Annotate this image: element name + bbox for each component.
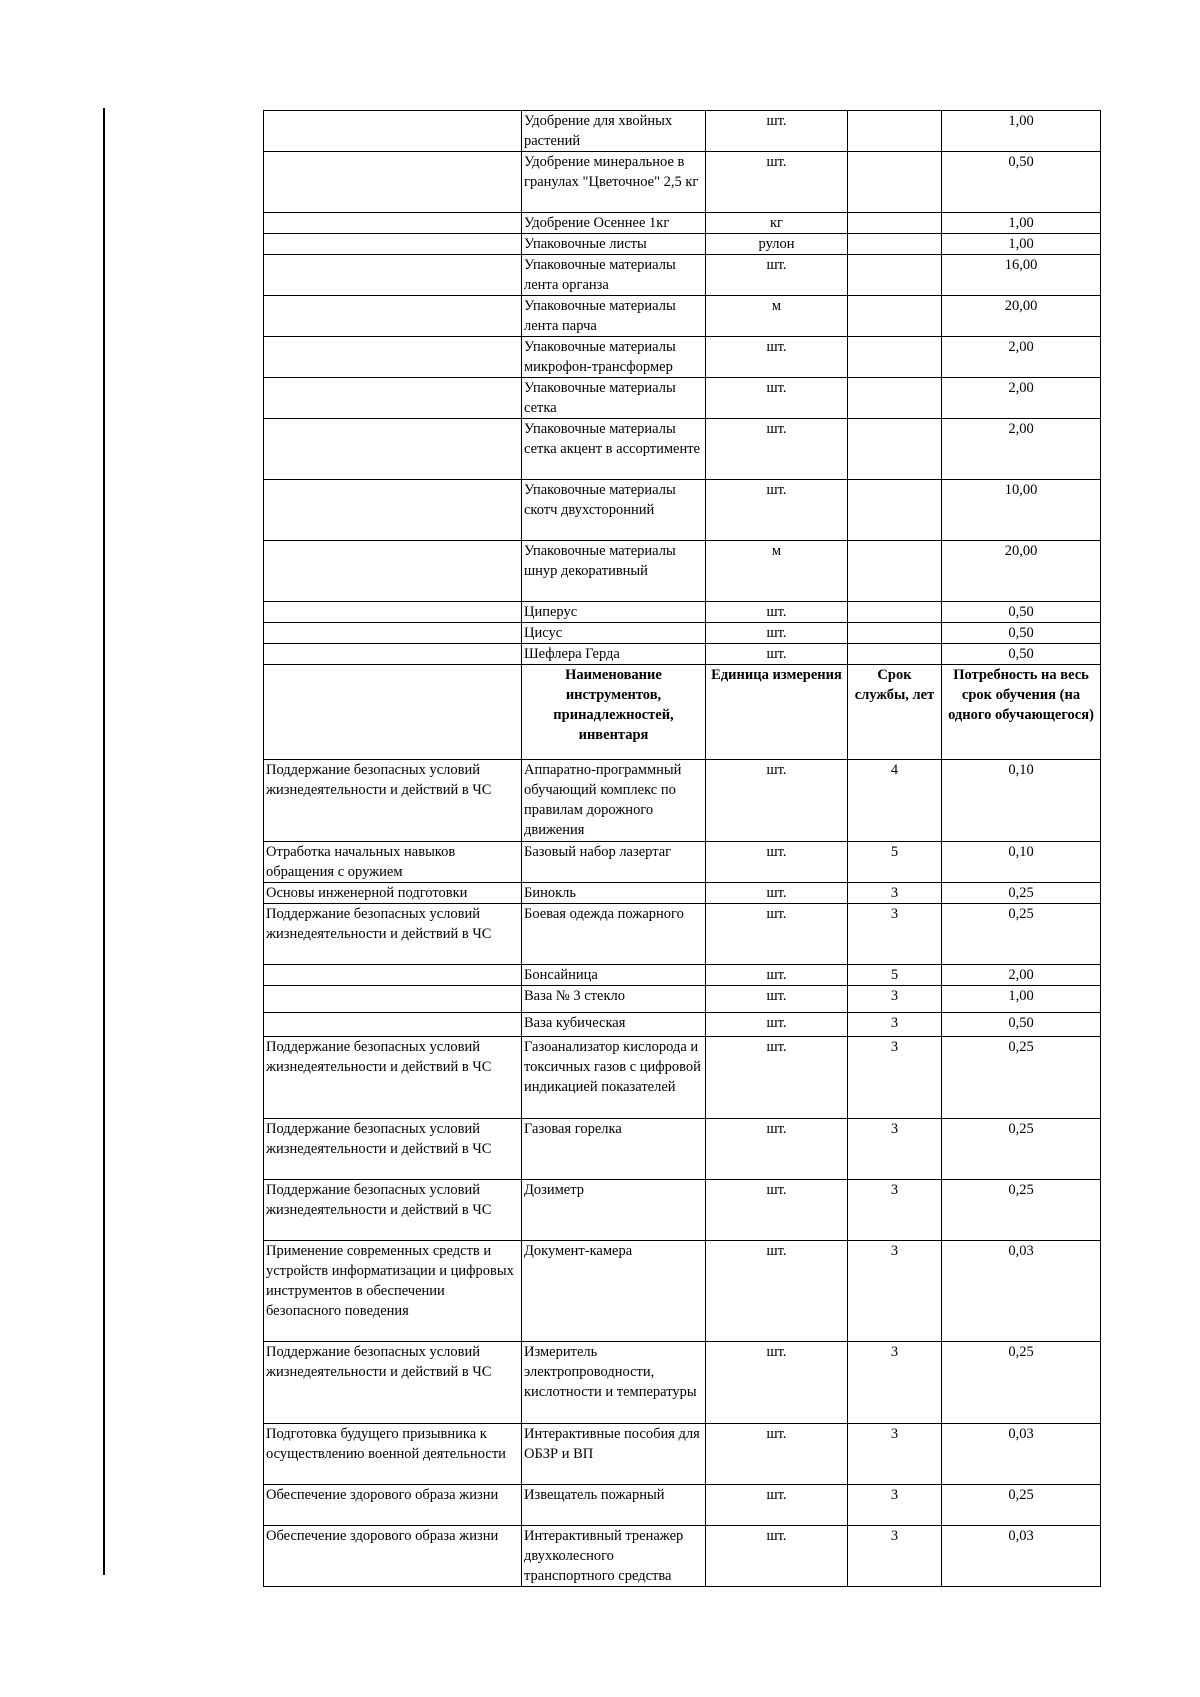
table-row	[264, 602, 1101, 623]
item-unit: рулон	[706, 234, 848, 255]
table-row	[264, 152, 1101, 213]
item-unit: шт.	[706, 1485, 848, 1526]
table-row	[264, 1342, 1101, 1424]
item-name: Базовый набор лазертаг	[522, 842, 706, 883]
section-cell	[264, 602, 522, 623]
item-qty: 0,25	[942, 1485, 1101, 1526]
item-unit: шт.	[706, 842, 848, 883]
section-cell	[264, 213, 522, 234]
section-cell	[264, 255, 522, 296]
item-unit: шт.	[706, 378, 848, 419]
item-life	[848, 541, 942, 602]
item-life: 3	[848, 1342, 942, 1424]
item-qty: 0,10	[942, 760, 1101, 842]
item-life	[848, 111, 942, 152]
item-life: 3	[848, 1180, 942, 1241]
item-life	[848, 378, 942, 419]
item-qty: 0,50	[942, 1013, 1101, 1037]
table-row	[264, 986, 1101, 1013]
item-name: Газовая горелка	[522, 1119, 706, 1180]
table-row	[264, 111, 1101, 152]
section-cell	[264, 623, 522, 644]
table-row	[264, 480, 1101, 541]
item-unit: шт.	[706, 986, 848, 1013]
item-unit: шт.	[706, 1424, 848, 1485]
table-row	[264, 255, 1101, 296]
section-cell	[264, 337, 522, 378]
item-life	[848, 602, 942, 623]
item-unit: м	[706, 296, 848, 337]
item-name: Шефлера Герда	[522, 644, 706, 665]
item-unit: шт.	[706, 904, 848, 965]
item-unit: шт.	[706, 1241, 848, 1342]
item-life: 3	[848, 1241, 942, 1342]
table-row	[264, 760, 1101, 842]
item-unit: шт.	[706, 883, 848, 904]
table-row	[264, 1180, 1101, 1241]
item-name: Извещатель пожарный	[522, 1485, 706, 1526]
item-qty: 0,50	[942, 644, 1101, 665]
item-name: Измеритель электропроводности, кислотности и температуры	[522, 1342, 706, 1424]
item-qty: 1,00	[942, 213, 1101, 234]
table-row	[264, 1119, 1101, 1180]
item-life: 3	[848, 1037, 942, 1119]
item-unit: шт.	[706, 419, 848, 480]
item-unit: шт.	[706, 644, 848, 665]
table-row	[264, 213, 1101, 234]
item-life	[848, 234, 942, 255]
item-name: Циперус	[522, 602, 706, 623]
section-name: Основы инженерной подготовки	[264, 883, 522, 904]
item-life	[848, 152, 942, 213]
item-qty: 16,00	[942, 255, 1101, 296]
header-row	[264, 665, 1101, 760]
section-cell	[264, 541, 522, 602]
item-unit: шт.	[706, 623, 848, 644]
page-margin-line	[103, 108, 105, 1575]
header-life: Срок службы, лет	[848, 665, 942, 760]
item-life	[848, 644, 942, 665]
table-row	[264, 337, 1101, 378]
item-qty: 0,25	[942, 1342, 1101, 1424]
item-unit: шт.	[706, 760, 848, 842]
section-cell	[264, 234, 522, 255]
item-qty: 1,00	[942, 234, 1101, 255]
materials-rows	[264, 111, 1101, 665]
item-unit: шт.	[706, 1526, 848, 1587]
item-life: 3	[848, 1013, 942, 1037]
section-cell	[264, 644, 522, 665]
item-qty: 0,50	[942, 602, 1101, 623]
item-qty: 0,03	[942, 1241, 1101, 1342]
item-name: Удобрение минеральное в гранулах "Цветочное" 2,5 кг	[522, 152, 706, 213]
item-unit: шт.	[706, 152, 848, 213]
item-name: Ваза № 3 стекло	[522, 986, 706, 1013]
item-unit: шт.	[706, 602, 848, 623]
item-life: 4	[848, 760, 942, 842]
item-name: Цисус	[522, 623, 706, 644]
section-name	[264, 986, 522, 1013]
item-unit: шт.	[706, 1180, 848, 1241]
section-name: Обеспечение здорового образа жизни	[264, 1485, 522, 1526]
item-life	[848, 213, 942, 234]
item-name: Упаковочные материалы шнур декоративный	[522, 541, 706, 602]
table-row	[264, 1526, 1101, 1587]
item-unit: шт.	[706, 255, 848, 296]
item-unit: м	[706, 541, 848, 602]
table-row	[264, 541, 1101, 602]
item-name: Бинокль	[522, 883, 706, 904]
item-name: Удобрение для хвойных растений	[522, 111, 706, 152]
item-unit: шт.	[706, 1342, 848, 1424]
item-unit: шт.	[706, 111, 848, 152]
section-name: Поддержание безопасных условий жизнедеятельности и действий в ЧС	[264, 1180, 522, 1241]
item-unit: кг	[706, 213, 848, 234]
item-life: 3	[848, 1424, 942, 1485]
table-row	[264, 644, 1101, 665]
item-life: 3	[848, 1526, 942, 1587]
item-qty: 0,10	[942, 842, 1101, 883]
item-qty: 2,00	[942, 965, 1101, 986]
item-name: Упаковочные листы	[522, 234, 706, 255]
section-name: Поддержание безопасных условий жизнедеятельности и действий в ЧС	[264, 1037, 522, 1119]
item-qty: 10,00	[942, 480, 1101, 541]
section-name: Подготовка будущего призывника к осуществлению военной деятельности	[264, 1424, 522, 1485]
equipment-table	[263, 110, 1101, 1587]
section-name: Поддержание безопасных условий жизнедеятельности и действий в ЧС	[264, 904, 522, 965]
item-qty: 0,25	[942, 1037, 1101, 1119]
item-life	[848, 623, 942, 644]
item-unit: шт.	[706, 1013, 848, 1037]
item-life: 3	[848, 1485, 942, 1526]
item-name: Ваза кубическая	[522, 1013, 706, 1037]
section-cell	[264, 111, 522, 152]
section-name: Применение современных средств и устройств информатизации и цифровых инструментов в обеспечении безопасного поведения	[264, 1241, 522, 1342]
item-life	[848, 296, 942, 337]
item-name: Документ-камера	[522, 1241, 706, 1342]
table-row	[264, 904, 1101, 965]
table-row	[264, 1424, 1101, 1485]
item-name: Дозиметр	[522, 1180, 706, 1241]
section-name: Поддержание безопасных условий жизнедеятельности и действий в ЧС	[264, 1342, 522, 1424]
section-name: Обеспечение здорового образа жизни	[264, 1526, 522, 1587]
item-unit: шт.	[706, 965, 848, 986]
item-life: 5	[848, 965, 942, 986]
item-qty: 1,00	[942, 111, 1101, 152]
item-name: Упаковочные материалы лента парча	[522, 296, 706, 337]
item-name: Упаковочные материалы скотч двухсторонний	[522, 480, 706, 541]
table-row	[264, 965, 1101, 986]
item-qty: 20,00	[942, 541, 1101, 602]
section-cell	[264, 152, 522, 213]
item-life	[848, 419, 942, 480]
item-name: Упаковочные материалы сетка	[522, 378, 706, 419]
item-name: Удобрение Осеннее 1кг	[522, 213, 706, 234]
section-name	[264, 1013, 522, 1037]
item-qty: 0,50	[942, 623, 1101, 644]
item-name: Упаковочные материалы лента органза	[522, 255, 706, 296]
table-row	[264, 623, 1101, 644]
section-cell	[264, 378, 522, 419]
item-qty: 0,25	[942, 1180, 1101, 1241]
item-name: Упаковочные материалы микрофон-трансформер	[522, 337, 706, 378]
table-row	[264, 842, 1101, 883]
item-qty: 2,00	[942, 337, 1101, 378]
item-qty: 0,25	[942, 1119, 1101, 1180]
item-qty: 2,00	[942, 419, 1101, 480]
item-life	[848, 255, 942, 296]
section-cell	[264, 296, 522, 337]
item-qty: 0,25	[942, 883, 1101, 904]
table-row	[264, 378, 1101, 419]
table-row	[264, 296, 1101, 337]
item-qty: 2,00	[942, 378, 1101, 419]
section-name	[264, 965, 522, 986]
table-row	[264, 1485, 1101, 1526]
section-cell	[264, 419, 522, 480]
section-name: Поддержание безопасных условий жизнедеятельности и действий в ЧС	[264, 1119, 522, 1180]
table-row	[264, 1037, 1101, 1119]
item-qty: 0,03	[942, 1526, 1101, 1587]
section-cell	[264, 480, 522, 541]
item-life: 5	[848, 842, 942, 883]
table-row	[264, 419, 1101, 480]
header-unit: Единица измерения	[706, 665, 848, 760]
item-qty: 1,00	[942, 986, 1101, 1013]
item-unit: шт.	[706, 480, 848, 541]
item-name: Интерактивный тренажер двухколесного транспортного средства	[522, 1526, 706, 1587]
item-life: 3	[848, 883, 942, 904]
item-life: 3	[848, 1119, 942, 1180]
item-unit: шт.	[706, 1119, 848, 1180]
instruments-header	[264, 665, 1101, 760]
instruments-rows	[264, 760, 1101, 1587]
item-life: 3	[848, 904, 942, 965]
table-row	[264, 883, 1101, 904]
header-section-cell	[264, 665, 522, 760]
item-life: 3	[848, 986, 942, 1013]
item-unit: шт.	[706, 1037, 848, 1119]
item-qty: 0,50	[942, 152, 1101, 213]
item-name: Бонсайница	[522, 965, 706, 986]
item-qty: 0,25	[942, 904, 1101, 965]
table-row	[264, 1013, 1101, 1037]
header-name: Наименование инструментов, принадлежностей, инвентаря	[522, 665, 706, 760]
table-row	[264, 234, 1101, 255]
item-life	[848, 480, 942, 541]
item-name: Газоанализатор кислорода и токсичных газов с цифровой индикацией показателей	[522, 1037, 706, 1119]
item-qty: 20,00	[942, 296, 1101, 337]
item-qty: 0,03	[942, 1424, 1101, 1485]
item-name: Упаковочные материалы сетка акцент в ассортименте	[522, 419, 706, 480]
item-unit: шт.	[706, 337, 848, 378]
section-name: Отработка начальных навыков обращения с оружием	[264, 842, 522, 883]
item-name: Боевая одежда пожарного	[522, 904, 706, 965]
item-life	[848, 337, 942, 378]
item-name: Аппаратно-программный обучающий комплекс по правилам дорожного движения	[522, 760, 706, 842]
header-qty: Потребность на весь срок обучения (на одного обучающегося)	[942, 665, 1101, 760]
section-name: Поддержание безопасных условий жизнедеятельности и действий в ЧС	[264, 760, 522, 842]
item-name: Интерактивные пособия для ОБЗР и ВП	[522, 1424, 706, 1485]
table-row	[264, 1241, 1101, 1342]
